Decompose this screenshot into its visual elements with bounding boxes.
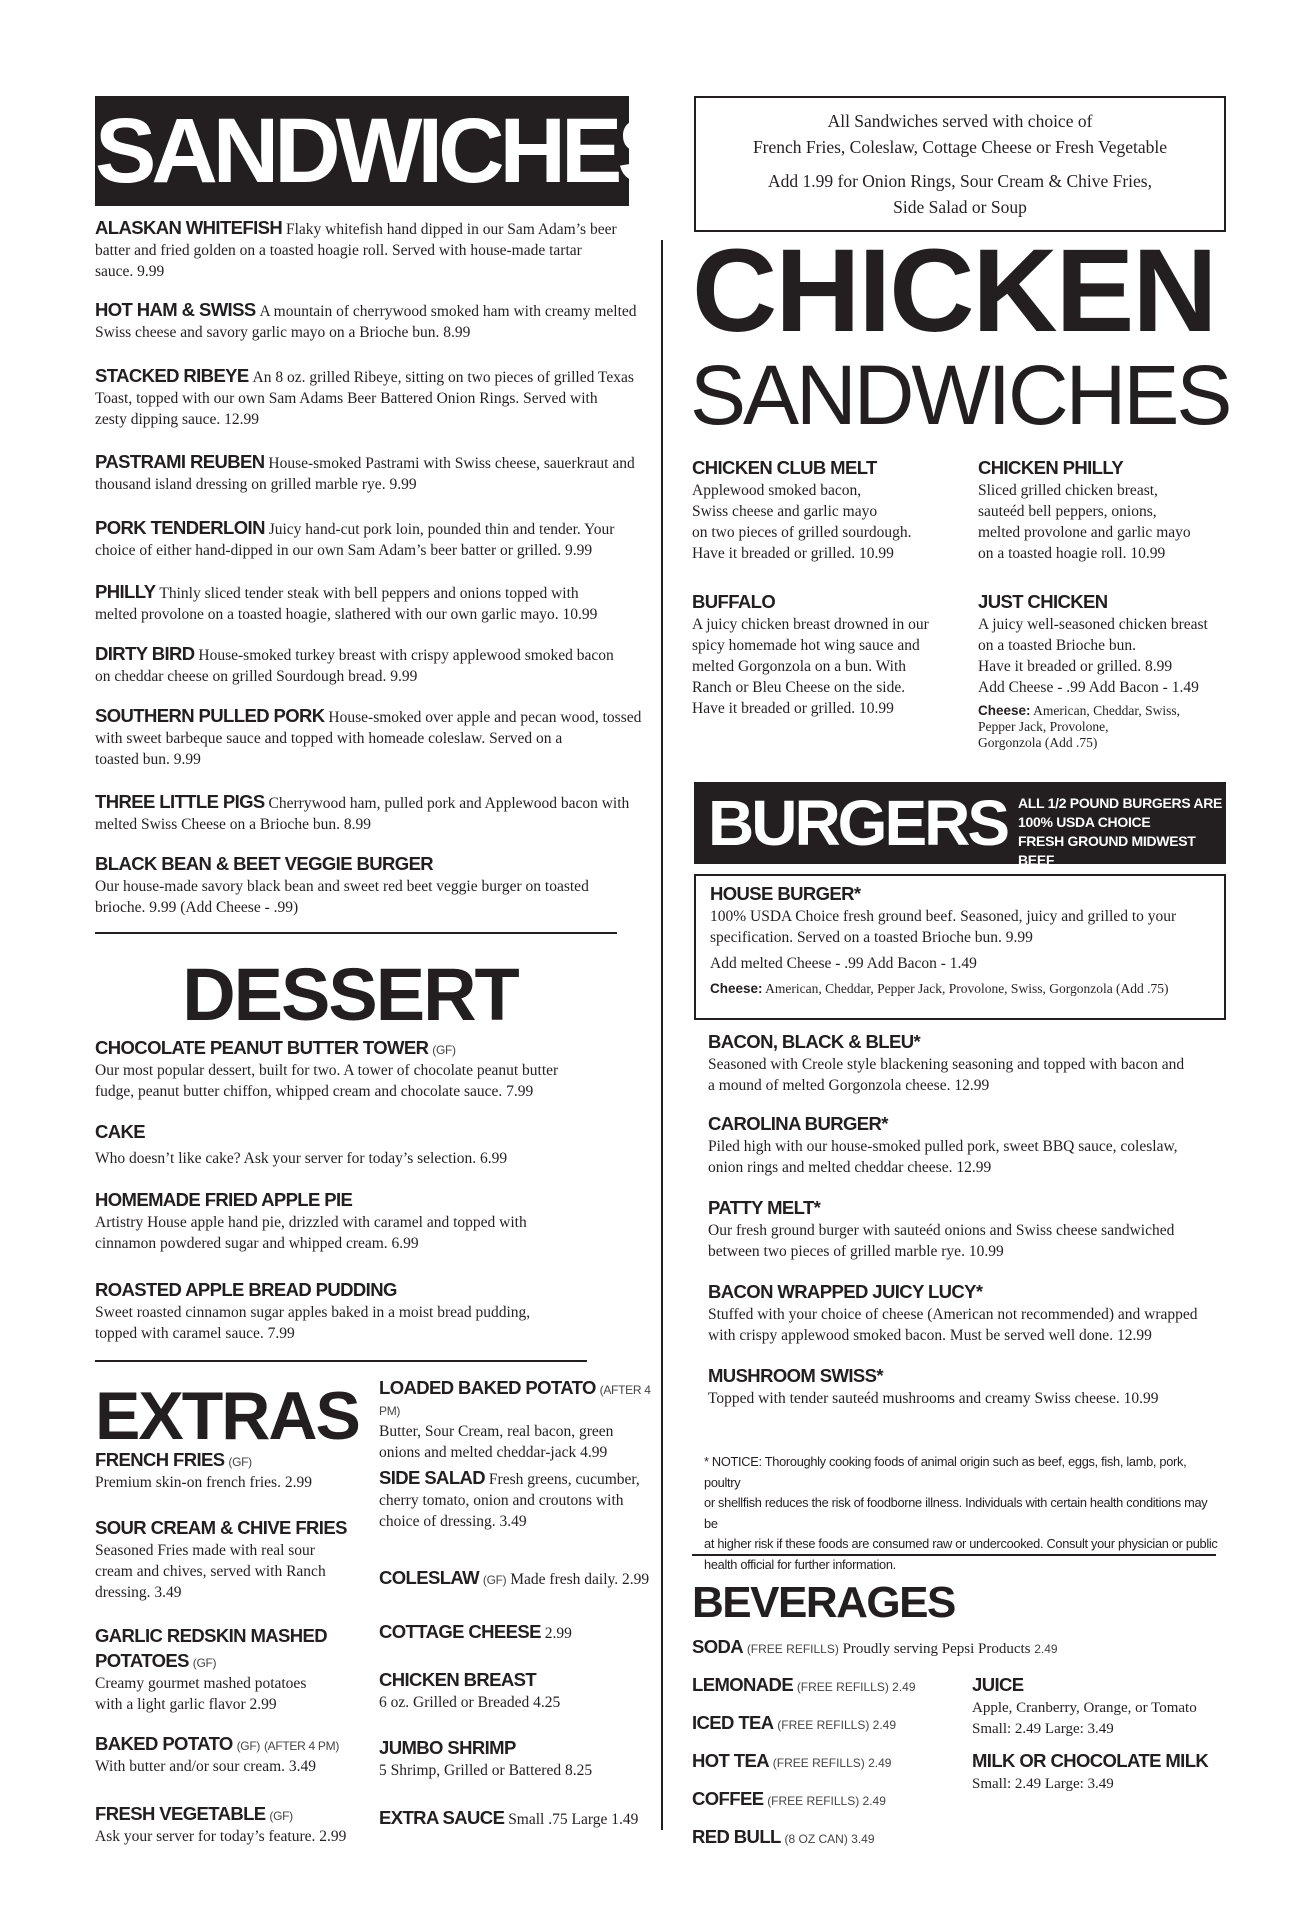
extras-item	[379, 1620, 659, 1645]
item-name: ICED TEA	[692, 1712, 774, 1733]
item-name: ROASTED APPLE BREAD PUDDING	[95, 1279, 397, 1300]
item-desc: onions and melted cheddar-jack 4.99	[379, 1443, 608, 1461]
item-name: THREE LITTLE PIGS	[95, 791, 265, 812]
chicken-subtitle: SANDWICHES	[690, 348, 1230, 442]
item-desc: Small: 2.49 Large: 3.49	[972, 1776, 1114, 1792]
notice-line: health official for further information.	[704, 1556, 896, 1572]
item-desc: on a toasted hoagie roll. 10.99	[978, 544, 1166, 562]
beverage-item	[692, 1712, 896, 1736]
beverage-item	[972, 1674, 1232, 1740]
cheese-options: Gorgonzola (Add .75)	[978, 734, 1098, 750]
item-name: CAKE	[95, 1121, 146, 1142]
item-tag: (GF)	[269, 1809, 293, 1823]
beverage-item	[692, 1674, 916, 1698]
item-desc: Toast, topped with our own Sam Adams Beer Battered Onion Rings. Served with	[95, 389, 598, 407]
chicken-item	[692, 456, 972, 565]
column-divider	[661, 240, 663, 1830]
item-desc: Proudly serving Pepsi Products	[842, 1641, 1031, 1657]
item-tag: (FREE REFILLS) 2.49	[767, 1794, 886, 1808]
item-desc: cream and chives, served with Ranch	[95, 1562, 326, 1580]
item-name: JUMBO SHRIMP	[379, 1737, 516, 1758]
item-desc: Piled high with our house-smoked pulled pork, sweet BBQ sauce, coleslaw,	[708, 1137, 1178, 1155]
section-divider	[95, 1360, 587, 1362]
item-tag: (8 OZ CAN) 3.49	[784, 1832, 875, 1846]
item-desc: choice of either hand-dipped in our own Sam Adam’s beer batter or grilled. 9.99	[95, 541, 593, 559]
item-desc: Who doesn’t like cake? Ask your server for today’s selection. 6.99	[95, 1149, 508, 1167]
item-name: SOUTHERN PULLED PORK	[95, 705, 325, 726]
item-desc: sauteéd bell peppers, onions,	[978, 502, 1157, 520]
beverages-title: BEVERAGES	[692, 1578, 955, 1627]
extras-item	[379, 1466, 659, 1533]
section-divider	[692, 1554, 1216, 1556]
item-name: BACON, BLACK & BLEU*	[708, 1031, 921, 1052]
chicken-item	[692, 590, 972, 720]
item-addon: Add melted Cheese - .99 Add Bacon - 1.49	[710, 954, 977, 972]
item-desc: a mound of melted Gorgonzola cheese. 12.99	[708, 1076, 990, 1094]
beverage-item	[692, 1636, 1232, 1660]
item-desc: Artistry House apple hand pie, drizzled with caramel and topped with	[95, 1213, 527, 1231]
item-desc: Have it breaded or grilled. 8.99	[978, 657, 1173, 675]
beverage-item	[692, 1750, 891, 1774]
item-desc: Butter, Sour Cream, real bacon, green	[379, 1422, 614, 1440]
item-desc: batter and fried golden on a toasted hoagie roll. Served with house-made tartar	[95, 241, 582, 259]
item-name: CHICKEN PHILLY	[978, 457, 1124, 478]
item-tag: (FREE REFILLS) 2.49	[796, 1680, 916, 1694]
item-desc: melted provolone and garlic mayo	[978, 523, 1191, 541]
burger-item	[708, 1364, 1228, 1410]
item-desc: Applewood smoked bacon,	[692, 481, 862, 499]
sandwich-item	[95, 364, 655, 431]
item-name: CHICKEN CLUB MELT	[692, 457, 877, 478]
item-desc: House-smoked Pastrami with Swiss cheese, sauerkraut and	[268, 455, 635, 472]
sandwich-item	[95, 580, 655, 626]
item-desc: Ask your server for today’s feature. 2.99	[95, 1827, 347, 1845]
burger-item	[708, 1112, 1228, 1179]
sandwich-item	[95, 704, 655, 771]
item-tag: (GF)	[432, 1043, 456, 1057]
item-desc: melted Swiss Cheese on a Brioche bun. 8.99	[95, 815, 371, 833]
item-desc: cherry tomato, onion and croutons with	[379, 1491, 624, 1509]
item-name: HOUSE BURGER*	[710, 883, 861, 904]
item-desc: with a light garlic flavor 2.99	[95, 1695, 277, 1713]
dessert-title: DESSERT	[182, 953, 518, 1036]
burger-item	[708, 1030, 1228, 1097]
sandwich-item	[95, 298, 655, 344]
item-desc: cinnamon powdered sugar and whipped cream. 6.99	[95, 1234, 419, 1252]
food-safety-notice	[704, 1452, 1224, 1575]
item-name: MILK OR CHOCOLATE MILK	[972, 1750, 1209, 1771]
item-desc: between two pieces of grilled marble rye. 10.99	[708, 1242, 1004, 1260]
extras-title: EXTRAS	[95, 1378, 359, 1454]
item-name: JUICE	[972, 1674, 1024, 1695]
item-desc: with sweet barbeque sauce and topped with homeade coleslaw. Served on a	[95, 729, 563, 747]
item-desc: Swiss cheese and garlic mayo	[692, 502, 878, 520]
item-desc: toasted bun. 9.99	[95, 750, 201, 768]
item-name: JUST CHICKEN	[978, 591, 1108, 612]
item-name: PHILLY	[95, 581, 156, 602]
note-line: French Fries, Coleslaw, Cottage Cheese or Fresh Vegetable	[752, 137, 1168, 157]
sandwich-item	[95, 216, 655, 283]
dessert-item	[95, 1188, 655, 1255]
cheese-options: American, Cheddar, Swiss,	[1033, 702, 1180, 718]
sandwich-item	[95, 450, 655, 496]
item-tag: (GF)	[236, 1739, 261, 1753]
burgers-title: BURGERS	[708, 787, 1008, 859]
item-name: BAKED POTATO	[95, 1733, 233, 1754]
burger-item	[710, 882, 1222, 1000]
item-name: SODA	[692, 1636, 744, 1657]
item-desc: zesty dipping sauce. 12.99	[95, 410, 260, 428]
item-name: POTATOES	[95, 1649, 189, 1671]
extras-item	[379, 1736, 659, 1782]
item-name: STACKED RIBEYE	[95, 365, 249, 386]
extras-item	[379, 1376, 659, 1464]
item-desc: specification. Served on a toasted Brioche bun. 9.99	[710, 928, 1033, 946]
item-tag: (GF)	[228, 1455, 252, 1469]
item-desc: 6 oz. Grilled or Breaded 4.25	[379, 1693, 561, 1711]
item-desc: Stuffed with your choice of cheese (American not recommended) and wrapped	[708, 1305, 1198, 1323]
item-price: 2.49	[1034, 1642, 1058, 1656]
item-desc: Sweet roasted cinnamon sugar apples baked in a moist bread pudding,	[95, 1303, 531, 1321]
item-desc: Thinly sliced tender steak with bell peppers and onions topped with	[159, 585, 579, 602]
item-name: BACON WRAPPED JUICY LUCY*	[708, 1281, 983, 1302]
item-name: FRESH VEGETABLE	[95, 1803, 266, 1824]
item-desc: Sliced grilled chicken breast,	[978, 481, 1158, 499]
burger-item	[708, 1280, 1228, 1347]
item-desc: on two pieces of grilled sourdough.	[692, 523, 912, 541]
item-desc: House-smoked over apple and pecan wood, tossed	[328, 709, 642, 726]
item-desc: Small: 2.49 Large: 3.49	[972, 1721, 1114, 1737]
beverage-item	[692, 1826, 875, 1850]
item-name: RED BULL	[692, 1826, 781, 1847]
item-name: LEMONADE	[692, 1674, 794, 1695]
chicken-title: CHICKEN	[692, 225, 1216, 357]
extras-item	[95, 1448, 375, 1494]
item-name: ALASKAN WHITEFISH	[95, 217, 283, 238]
burgers-sub-line: 100% USDA CHOICE	[1018, 814, 1151, 830]
item-name: MUSHROOM SWISS*	[708, 1365, 883, 1386]
item-desc: Topped with tender sauteéd mushrooms and creamy Swiss cheese. 10.99	[708, 1389, 1159, 1407]
sandwich-item	[95, 642, 655, 688]
item-name: COFFEE	[692, 1788, 764, 1809]
item-desc: Have it breaded or grilled. 10.99	[692, 699, 894, 717]
cheese-options: Pepper Jack, Provolone,	[978, 718, 1109, 734]
section-divider	[95, 932, 617, 934]
cheese-label: Cheese:	[710, 980, 763, 996]
item-desc: on a toasted Brioche bun.	[978, 636, 1136, 654]
cheese-options: American, Cheddar, Pepper Jack, Provolone, Swiss, Gorgonzola (Add .75)	[765, 980, 1169, 996]
item-desc: Made fresh daily. 2.99	[510, 1571, 650, 1588]
notice-line: at higher risk if these foods are consumed raw or undercooked. Consult your physician or public	[704, 1536, 1218, 1551]
item-name: BUFFALO	[692, 591, 776, 612]
item-desc: Seasoned with Creole style blackening seasoning and topped with bacon and	[708, 1055, 1185, 1073]
chicken-item	[978, 456, 1228, 565]
item-name: EXTRA SAUCE	[379, 1807, 505, 1828]
item-name: LOADED BAKED POTATO	[379, 1377, 596, 1398]
item-desc: Juicy hand-cut pork loin, pounded thin and tender. Your	[268, 521, 615, 538]
item-desc: thousand island dressing on grilled marble rye. 9.99	[95, 475, 417, 493]
item-desc: Creamy gourmet mashed potatoes	[95, 1674, 307, 1692]
item-desc: Cherrywood ham, pulled pork and Applewood bacon with	[268, 795, 630, 812]
item-desc: with crispy applewood smoked bacon. Must be served well done. 12.99	[708, 1326, 1152, 1344]
sandwich-item	[95, 790, 655, 836]
sandwich-item	[95, 516, 655, 562]
item-name: COLESLAW	[379, 1567, 480, 1588]
item-desc: topped with caramel sauce. 7.99	[95, 1324, 295, 1342]
sides-note-box	[694, 96, 1226, 232]
item-desc: Our most popular dessert, built for two. A tower of chocolate peanut butter	[95, 1061, 559, 1079]
item-desc: melted Gorgonzola on a bun. With	[692, 657, 907, 675]
item-desc: A juicy chicken breast drowned in our	[692, 615, 929, 633]
item-desc: sauce. 9.99	[95, 262, 165, 280]
item-tag: (AFTER 4 PM)	[379, 1383, 651, 1418]
dessert-item	[95, 1120, 655, 1173]
sandwich-item	[95, 852, 655, 919]
item-name: COTTAGE CHEESE	[379, 1621, 541, 1642]
burger-item	[708, 1196, 1228, 1263]
dessert-item	[95, 1036, 655, 1103]
house-burger-box	[694, 874, 1226, 1020]
item-name: PASTRAMI REUBEN	[95, 451, 265, 472]
item-name: HOT HAM & SWISS	[95, 299, 256, 320]
item-desc: Small .75 Large 1.49	[508, 1811, 639, 1828]
item-desc: Fresh greens, cucumber,	[488, 1471, 640, 1488]
item-name: SOUR CREAM & CHIVE FRIES	[95, 1517, 347, 1538]
item-name: SIDE SALAD	[379, 1467, 486, 1488]
extras-item	[379, 1566, 659, 1591]
item-desc: With butter and/or sour cream. 3.49	[95, 1757, 317, 1775]
item-desc: An 8 oz. grilled Ribeye, sitting on two pieces of grilled Texas	[252, 369, 634, 386]
note-spacer	[696, 160, 1224, 168]
item-desc: Swiss cheese and savory garlic mayo on a Brioche bun. 8.99	[95, 323, 471, 341]
item-name: PATTY MELT*	[708, 1197, 821, 1218]
item-desc: fudge, peanut butter chiffon, whipped cream and chocolate sauce. 7.99	[95, 1082, 534, 1100]
item-name: HOMEMADE FRIED APPLE PIE	[95, 1189, 353, 1210]
item-desc: A juicy well-seasoned chicken breast	[978, 615, 1208, 633]
item-desc: dressing. 3.49	[95, 1583, 182, 1601]
extras-item	[95, 1732, 395, 1778]
item-desc: Add Cheese - .99 Add Bacon - 1.49	[978, 678, 1199, 696]
burgers-sub-line: ALL 1/2 POUND BURGERS ARE	[1018, 795, 1223, 811]
item-desc: choice of dressing. 3.49	[379, 1512, 527, 1530]
item-name: DIRTY BIRD	[95, 643, 195, 664]
burgers-subheader	[1018, 794, 1226, 870]
note-line: All Sandwiches served with choice of	[827, 111, 1093, 131]
item-name: BLACK BEAN & BEET VEGGIE BURGER	[95, 853, 434, 874]
note-line: Side Salad or Soup	[893, 197, 1027, 217]
burgers-sub-line: FRESH GROUND MIDWEST BEEF	[1018, 833, 1196, 868]
chicken-item	[978, 590, 1228, 751]
item-tag: (AFTER 4 PM)	[263, 1739, 340, 1753]
item-desc: Premium skin-on french fries. 2.99	[95, 1473, 312, 1491]
item-desc: 2.99	[544, 1625, 572, 1642]
extras-item	[379, 1806, 659, 1831]
item-desc: Ranch or Bleu Cheese on the side.	[692, 678, 906, 696]
burgers-header	[694, 782, 1226, 868]
item-desc: Seasoned Fries made with real sour	[95, 1541, 315, 1559]
cheese-label: Cheese:	[978, 702, 1031, 718]
item-desc: Have it breaded or grilled. 10.99	[692, 544, 894, 562]
item-desc: melted provolone on a toasted hoagie, slathered with our own garlic mayo. 10.99	[95, 605, 598, 623]
item-name: FRENCH FRIES	[95, 1449, 225, 1470]
item-tag: (GF)	[482, 1573, 507, 1587]
item-tag: (FREE REFILLS) 2.49	[772, 1756, 892, 1770]
item-desc: onion rings and melted cheddar cheese. 12.99	[708, 1158, 992, 1176]
item-desc: brioche. 9.99 (Add Cheese - .99)	[95, 898, 299, 916]
sandwiches-header: SANDWICHES	[95, 96, 629, 206]
beverage-item	[692, 1788, 886, 1812]
item-tag: (GF)	[192, 1655, 217, 1670]
item-name: HOT TEA	[692, 1750, 769, 1771]
item-desc: A mountain of cherrywood smoked ham with creamy melted	[259, 303, 637, 320]
beverage-item	[972, 1750, 1232, 1795]
item-tag: (FREE REFILLS) 2.49	[777, 1718, 897, 1732]
item-name: GARLIC REDSKIN MASHED	[95, 1625, 328, 1646]
item-desc: Our fresh ground burger with sauteéd onions and Swiss cheese sandwiched	[708, 1221, 1175, 1239]
item-desc: Our house-made savory black bean and sweet red beet veggie burger on toasted	[95, 877, 589, 895]
note-line: Add 1.99 for Onion Rings, Sour Cream & Chive Fries,	[767, 171, 1152, 191]
item-desc: Flaky whitefish hand dipped in our Sam Adam’s beer	[286, 221, 617, 238]
item-desc: 100% USDA Choice fresh ground beef. Seasoned, juicy and grilled to your	[710, 907, 1177, 925]
extras-item	[95, 1802, 395, 1848]
notice-line: * NOTICE: Thoroughly cooking foods of animal origin such as beef, eggs, fish, lamb, pork, poultry	[704, 1454, 1187, 1490]
item-desc: on cheddar cheese on grilled Sourdough bread. 9.99	[95, 667, 418, 685]
item-desc: spicy homemade hot wing sauce and	[692, 636, 920, 654]
dessert-item	[95, 1278, 655, 1345]
extras-item	[379, 1668, 659, 1714]
item-name: CHICKEN BREAST	[379, 1669, 537, 1690]
item-name: PORK TENDERLOIN	[95, 517, 265, 538]
item-desc: House-smoked turkey breast with crispy applewood smoked bacon	[198, 647, 614, 664]
item-tag: (FREE REFILLS)	[746, 1642, 839, 1656]
notice-line: or shellfish reduces the risk of foodborne illness. Individuals with certain health conditions may be	[704, 1495, 1208, 1531]
item-desc: 5 Shrimp, Grilled or Battered 8.25	[379, 1761, 593, 1779]
item-name: CHOCOLATE PEANUT BUTTER TOWER	[95, 1037, 429, 1058]
item-desc: Apple, Cranberry, Orange, or Tomato	[972, 1700, 1197, 1716]
item-name: CAROLINA BURGER*	[708, 1113, 888, 1134]
extras-item	[95, 1624, 375, 1716]
extras-item	[95, 1516, 375, 1604]
